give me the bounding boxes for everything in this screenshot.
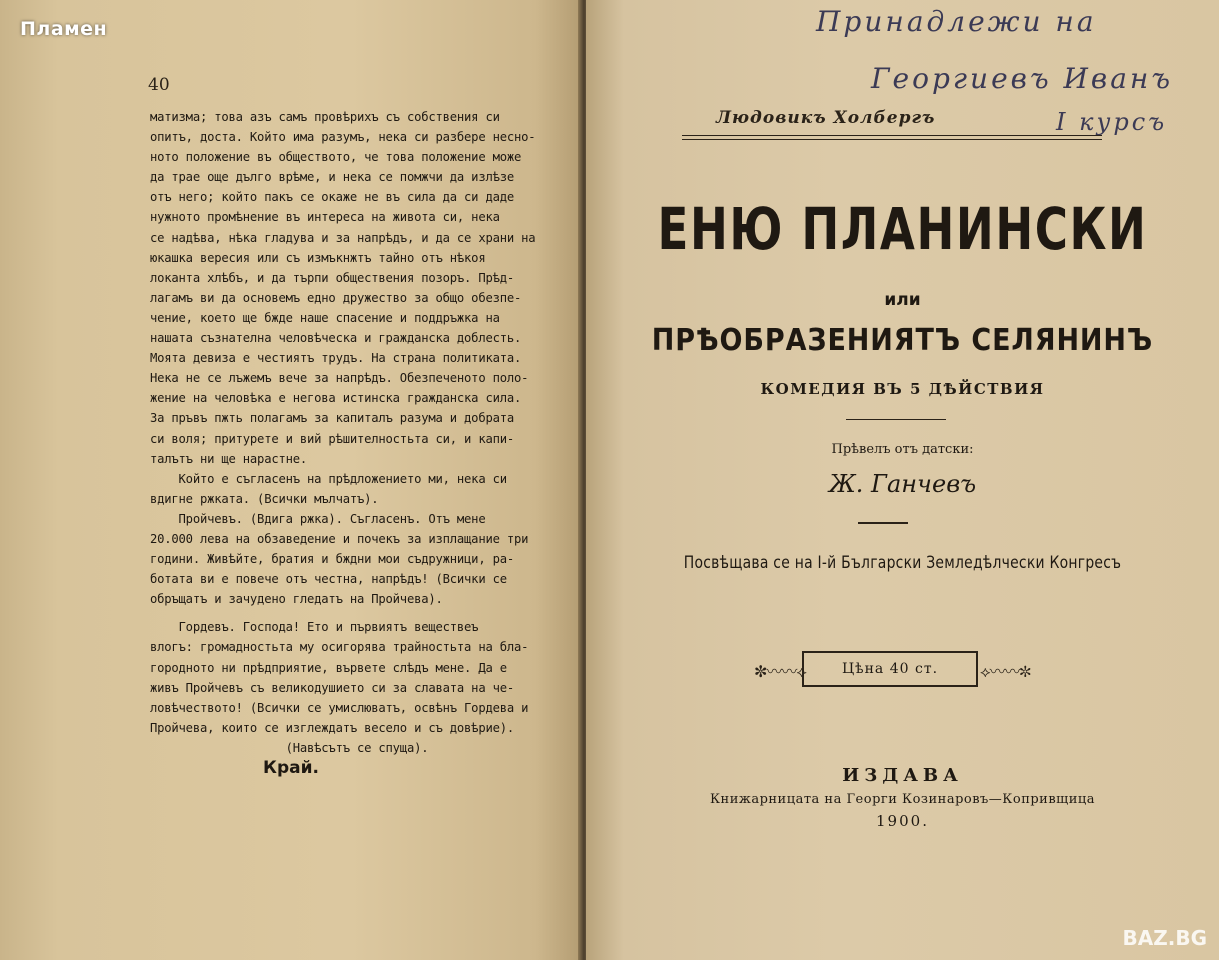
text-line: нужното промѣнение въ интереса на живота си, нека: [150, 210, 500, 225]
handwritten-inscription-line: Георгиевъ Иванъ: [871, 62, 1174, 95]
text-line: городното ни прѣдприятие, вървете слѣдъ мене. Да е: [150, 660, 507, 675]
text-line: матизма; това азъ самъ провѣрихъ съ собствения си: [150, 110, 500, 124]
or-word: или: [884, 290, 921, 310]
text-line: нашата съзнателна человѣческа и гражданска доблесть.: [150, 331, 522, 346]
text-line: влогъ: громадностьта му осигорява трайностьта на бла-: [150, 640, 529, 655]
text-line: обръщатъ и зачудено гледатъ на Пройчева).: [150, 592, 443, 607]
text-line: ното положение въ обществото, че това положение може: [150, 150, 522, 165]
text-line: талътъ ни ще нарастне.: [150, 451, 308, 466]
text-line: си воля; притурете и вий рѣшителностьта си, и капи-: [150, 431, 515, 446]
text-line: 20.000 лева на обзаведение и почекъ за изплащание три: [150, 531, 529, 546]
play-text: [150, 107, 574, 758]
text-line: Пройчева, които се изглеждатъ весело и съ довѣрие).: [150, 720, 515, 735]
text-line: да трае още дълго врѣме, и нека се помжчи да излѣзе: [150, 170, 515, 185]
text-line: (Навѣсътъ се спуща).: [150, 740, 429, 755]
text-line: Нека не се лъжемъ вече за напрѣдъ. Обезпеченото поло-: [150, 371, 529, 386]
ornament-left-icon: ✼〰〰⟡: [754, 662, 806, 681]
left-page: [0, 0, 582, 960]
publisher-line: Книжарницата на Георги Козинаровъ—Копривщица: [709, 792, 1096, 807]
handwritten-inscription-line: Принадлежи на: [816, 5, 1097, 38]
dedication: Посвѣщава се на I-й Български Земледѣлчески Конгресъ: [683, 553, 1122, 573]
text-line: За пръвъ пжть полагамъ за капиталъ разума и добрата: [150, 411, 515, 426]
genre-line: КОМЕДИЯ ВЪ 5 ДѢЙСТВИЯ: [760, 380, 1045, 398]
price-box: Цѣна 40 ст.: [802, 651, 978, 687]
text-line: ловѣчеството! (Всички се умислюватъ, освѣнъ Гордева и: [150, 700, 529, 715]
divider: [858, 522, 908, 524]
seller-watermark: Пламен: [20, 18, 108, 40]
text-line: се надѣва, нѣка гладува и за напрѣдъ, и да се храни на: [150, 230, 536, 245]
handwritten-inscription-line: I курсъ: [1056, 108, 1168, 136]
text-line: опитъ, доста. Който има разумъ, нека си разбере несно-: [150, 130, 536, 145]
translator-name: Ж. Ганчевъ: [828, 470, 977, 498]
text-line: живъ Пройчевъ съ великодушието си за славата на че-: [150, 680, 515, 695]
author-rule: [682, 139, 1102, 140]
end-word: Край.: [263, 758, 319, 778]
book-title: ЕНЮ ПЛАНИНСКИ: [657, 195, 1148, 263]
text-line: локанта хлѣбъ, и да търпи обществения позоръ. Прѣд-: [150, 270, 515, 285]
ornament-right-icon: ⟡〰〰✼: [980, 662, 1030, 681]
text-line: жение на человѣка е негова истинска гражданска сила.: [150, 391, 522, 406]
book-subtitle: ПРѢОБРАЗЕНИЯТЪ СЕЛЯНИНЪ: [651, 323, 1154, 358]
divider: [846, 419, 946, 420]
author-rule: [682, 135, 1102, 136]
text-line: ботата ви е повече отъ честна, напрѣдъ! (Всички се: [150, 572, 507, 587]
text-line: [150, 609, 574, 617]
text-line: лагамъ ви да основемъ едно дружество за общо обезпе-: [150, 290, 522, 305]
translated-from: Прѣвелъ отъ датски:: [831, 442, 974, 457]
text-line: Пройчевъ. (Вдига ржка). Съгласенъ. Отъ мене: [150, 511, 486, 526]
text-line: чение, което ще бжде наше спасение и поддръжка на: [150, 310, 500, 325]
page-number: 40: [148, 75, 170, 95]
author-name: Людовикъ Холбергъ: [716, 108, 936, 128]
text-line: вдигне ржката. (Всички мълчатъ).: [150, 491, 379, 506]
text-line: Моята девиза е честиятъ трудъ. На страна политиката.: [150, 351, 522, 366]
text-line: Който е съгласенъ на прѣдложението ми, нека си: [150, 471, 507, 486]
text-line: Гордевъ. Господа! Ето и първиятъ веществеъ: [150, 620, 479, 635]
baz-logo: BAZ.BG: [1122, 926, 1207, 950]
text-line: юкашка вересия или съ измъкнжтъ тайно отъ нѣкоя: [150, 250, 486, 265]
text-line: отъ него; който пакъ се окаже не въ сила да си даде: [150, 190, 515, 205]
title-page: [586, 0, 1219, 960]
text-line: години. Живѣйте, братия и бждни мои съдружници, ра-: [150, 552, 515, 567]
publishes-label: ИЗДАВА: [842, 765, 963, 786]
publication-year: 1900.: [876, 812, 929, 830]
